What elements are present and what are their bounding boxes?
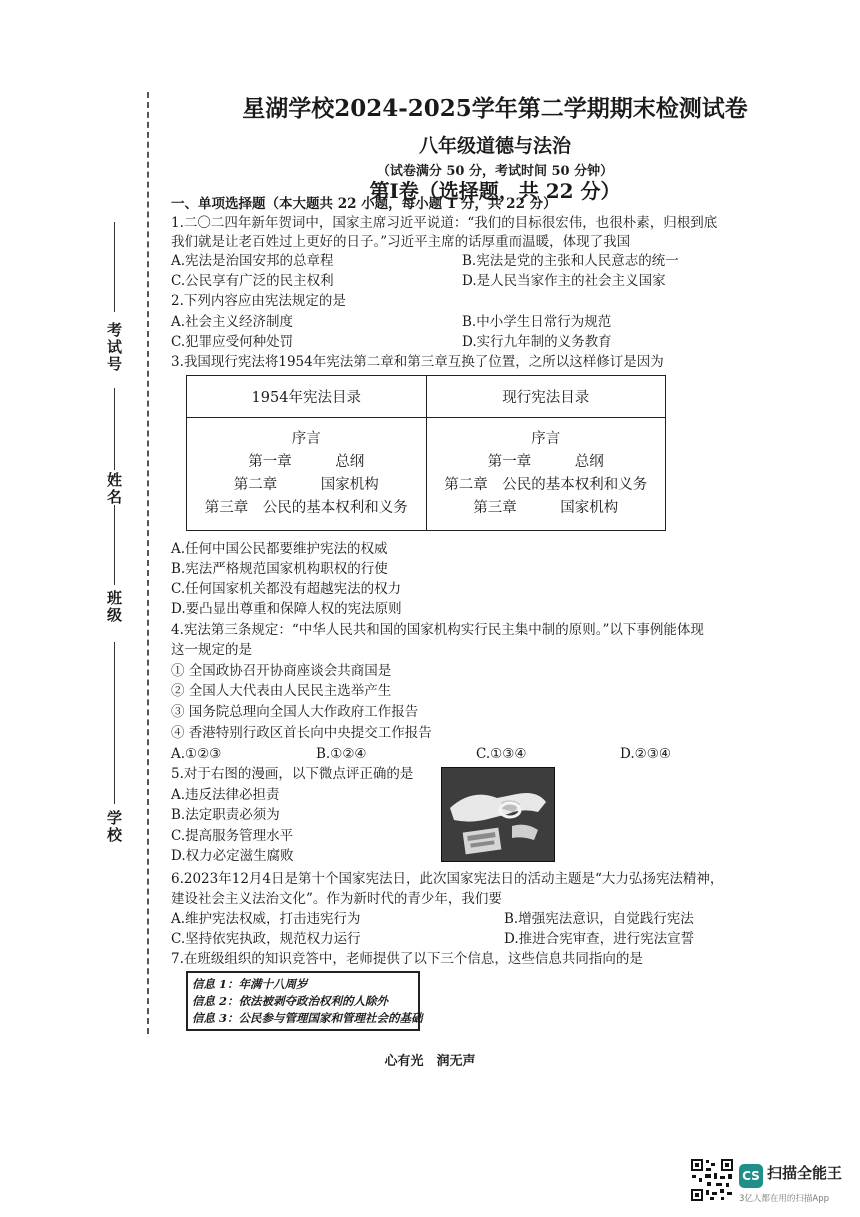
page-footer-motto: 心有光 润无声 [384,1054,476,1069]
qr-code-drawing [690,1158,734,1202]
binding-dashed-line [147,92,149,1034]
q5-option-b: B.法定职责必须为 [171,807,280,823]
part-heading: 一、单项选择题（本大题共 22 小题，每小题 1 分，共 22 分） [171,196,557,212]
q7-info-3: 信息 3：公民参与管理国家和管理社会的基础 [192,1011,423,1025]
q2-option-d: D.实行九年制的义务教育 [462,334,612,350]
class-label: 班级 [105,590,123,624]
name-blank[interactable] [114,388,115,470]
q5-option-c: C.提高服务管理水平 [171,828,294,844]
q1-option-b: B.宪法是党的主张和人民意志的统一 [462,253,679,269]
q2-option-b: B.中小学生日常行为规范 [462,314,612,330]
toc-1954-line: 第二章 国家机构 [233,477,379,493]
camscanner-logo-icon: CS [739,1164,763,1188]
q4-item: ② 全国人大代表由人民民主选举产生 [171,683,392,699]
cartoon-image [441,767,555,862]
toc-1954-line: 第三章 公民的基本权利和义务 [204,500,408,516]
q7-stem: 7.在班级组织的知识竞答中，老师提供了以下三个信息，这些信息共同指向的是 [171,951,643,967]
q3-option-b: B.宪法严格规范国家机构职权的行使 [171,561,388,577]
q1-option-a: A.宪法是治国安邦的总章程 [171,253,334,269]
exam-subject: 八年级道德与法治 [418,135,571,157]
toc-current-line: 第二章 公民的基本权利和义务 [444,477,648,493]
q4-option-a: A.①②③ [171,746,222,762]
school-label: 学校 [105,810,123,844]
exam-title: 星湖学校2024-2025学年第二学期期末检测试卷 [242,95,748,122]
q5-stem: 5.对于右图的漫画，以下微点评正确的是 [171,766,414,782]
q2-stem: 2.下列内容应由宪法规定的是 [171,293,346,309]
q7-info-1: 信息 1：年满十八周岁 [192,977,308,991]
q4-option-b: B.①②④ [316,746,367,762]
q4-item: ④ 香港特别行政区首长向中央提交工作报告 [171,725,432,741]
q4-option-d: D.②③④ [620,746,671,762]
q7-info-box [186,971,423,1031]
q1-option-d: D.是人民当家作主的社会主义国家 [462,273,666,289]
q6-stem-1: 6.2023年12月4日是第十个国家宪法日，此次国家宪法日的活动主题是“大力弘扬宪法精神， [171,871,724,887]
q2-option-c: C.犯罪应受何种处罚 [171,334,294,350]
toc-current-line: 序言 [531,431,561,447]
name-label: 姓名 [105,472,123,506]
q6-stem-2: 建设社会主义法治文化”。作为新时代的青少年，我们要 [171,891,502,907]
q5-option-d: D.权力必定滋生腐败 [171,848,294,864]
q1-option-c: C.公民享有广泛的民主权利 [171,273,334,289]
q1-stem-1: 1.二〇二四年新年贺词中，国家主席习近平说道：“我们的目标很宏伟，也很朴素，归根到底 [171,215,718,231]
section-title: 第Ⅰ卷（选择题，共 22 分） [369,179,621,203]
q6-option-b: B.增强宪法意识，自觉践行宪法 [504,911,694,927]
school-blank[interactable] [114,642,115,804]
cartoon-drawing [442,768,554,861]
camscanner-tagline: 3亿人都在用的扫描App [739,1194,830,1204]
toc-cell-current [426,418,666,531]
class-blank[interactable] [114,505,115,585]
q6-option-a: A.维护宪法权威，打击违宪行为 [171,911,361,927]
q5-option-a: A.违反法律必担责 [171,787,280,803]
q2-option-a: A.社会主义经济制度 [171,314,294,330]
q3-option-c: C.任何国家机关都没有超越宪法的权力 [171,581,402,597]
q7-info-2: 信息 2：依法被剥夺政治权利的人除外 [192,994,389,1008]
exam-note: （试卷满分 50 分，考试时间 50 分钟） [376,164,614,179]
q3-stem: 3.我国现行宪法将1954年宪法第二章和第三章互换了位置，之所以这样修订是因为 [171,354,664,370]
q4-stem-2: 这一规定的是 [171,642,252,658]
exam-number-label: 考试号 [105,322,123,373]
q4-item: ③ 国务院总理向全国人大作政府工作报告 [171,704,419,720]
q3-option-d: D.要凸显出尊重和保障人权的宪法原则 [171,601,402,617]
constitution-toc-table [186,375,666,531]
exam-number-blank[interactable] [114,222,115,312]
q4-option-c: C.①③④ [476,746,527,762]
toc-1954-line: 序言 [291,431,321,447]
q4-stem-1: 4.宪法第三条规定：“中华人民共和国的国家机构实行民主集中制的原则。”以下事例能体现 [171,622,704,638]
q6-option-c: C.坚持依宪执政，规范权力运行 [171,931,361,947]
camscanner-name: 扫描全能王 [767,1164,843,1182]
toc-current-line: 第三章 国家机构 [473,500,619,516]
q3-option-a: A.任何中国公民都要维护宪法的权威 [171,541,388,557]
qr-code-icon [690,1158,734,1202]
toc-current-line: 第一章 总纲 [487,454,604,470]
toc-header-1954: 1954年宪法目录 [187,376,427,418]
q6-option-d: D.推进合宪审查，进行宪法宣誓 [504,931,695,947]
q4-item: ① 全国政协召开协商座谈会共商国是 [171,663,392,679]
toc-cell-1954 [187,418,427,531]
q1-stem-2: 我们就是让老百姓过上更好的日子。”习近平主席的话厚重而温暖，体现了我国 [171,234,631,250]
toc-1954-line: 第一章 总纲 [248,454,365,470]
toc-header-current: 现行宪法目录 [426,376,666,418]
